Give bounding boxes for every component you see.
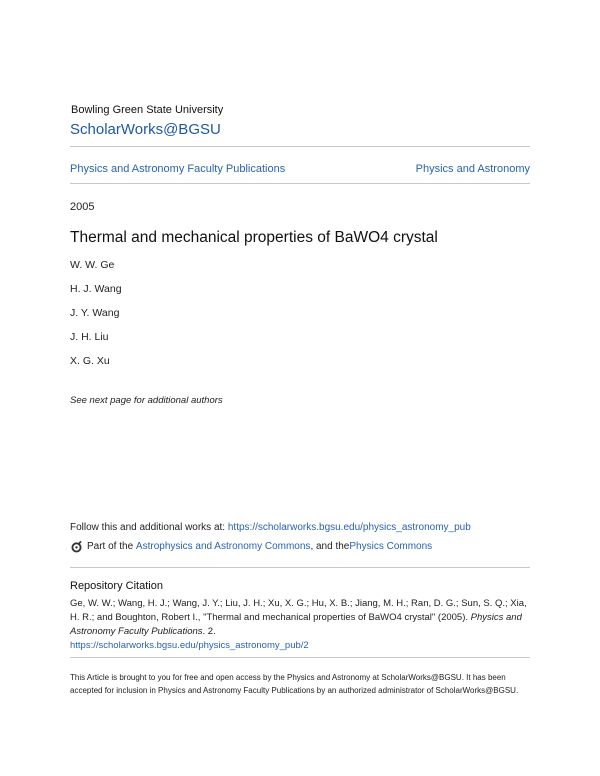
open-access-icon [70, 540, 83, 553]
repository-citation-heading: Repository Citation [70, 580, 163, 592]
part-of-line [70, 540, 432, 553]
physics-commons-link[interactable]: Physics Commons [349, 541, 433, 552]
collection-link[interactable]: Physics and Astronomy Faculty Publications [70, 163, 286, 175]
institution-name: Bowling Green State University [71, 104, 224, 116]
and-the-text: , and the [310, 541, 350, 552]
citation-number: . 2. [202, 626, 216, 637]
author-name: J. Y. Wang [70, 307, 120, 319]
citation-url-link[interactable]: https://scholarworks.bgsu.edu/physics_astronomy_pub/2 [70, 640, 309, 651]
author-name: W. W. Ge [70, 259, 115, 271]
scholarworks-brand-link[interactable]: ScholarWorks@BGSU [70, 121, 221, 138]
follow-text: Follow this and additional works at: [70, 522, 228, 533]
author-name: J. H. Liu [70, 331, 109, 343]
collection-url-link[interactable]: https://scholarworks.bgsu.edu/physics_astronomy_pub [227, 522, 471, 533]
author-name: X. G. Xu [70, 355, 110, 367]
article-title: Thermal and mechanical properties of BaWO4 crystal [70, 229, 438, 246]
part-of-prefix: Part of the [87, 541, 134, 552]
footer-divider [70, 657, 530, 658]
header-divider [70, 146, 530, 147]
astrophysics-commons-link[interactable]: Astrophysics and Astronomy Commons [135, 541, 311, 552]
collection-divider [70, 183, 530, 184]
author-name: H. J. Wang [70, 283, 122, 295]
citation-body: Ge, W. W.; Wang, H. J.; Wang, J. Y.; Liu, J. H.; Xu, X. G.; Hu, X. B.; Jiang, M. H.; Ran, D. G.; Sun, S. Q.; Xia, H. R.; and Boughton, Robert I., "Thermal and mechanical properties of BaWO4 crystal" (2005). [70, 598, 527, 623]
additional-authors-note: See next page for additional authors [70, 395, 223, 406]
follow-line [70, 522, 471, 533]
footer-notice: This Article is brought to you for free and open access by the Physics and Astronomy at ScholarWorks@BGSU. It has been accepted for inclusion in Physics and Astronomy Faculty Publications by an authorized administrator of ScholarWorks@BGSU. [70, 673, 519, 695]
citation-text [70, 597, 532, 653]
department-link[interactable]: Physics and Astronomy [415, 163, 530, 175]
citation-series: Physics and Astronomy Faculty Publications [70, 612, 522, 637]
citation-divider [70, 567, 530, 568]
publication-year: 2005 [70, 201, 95, 213]
